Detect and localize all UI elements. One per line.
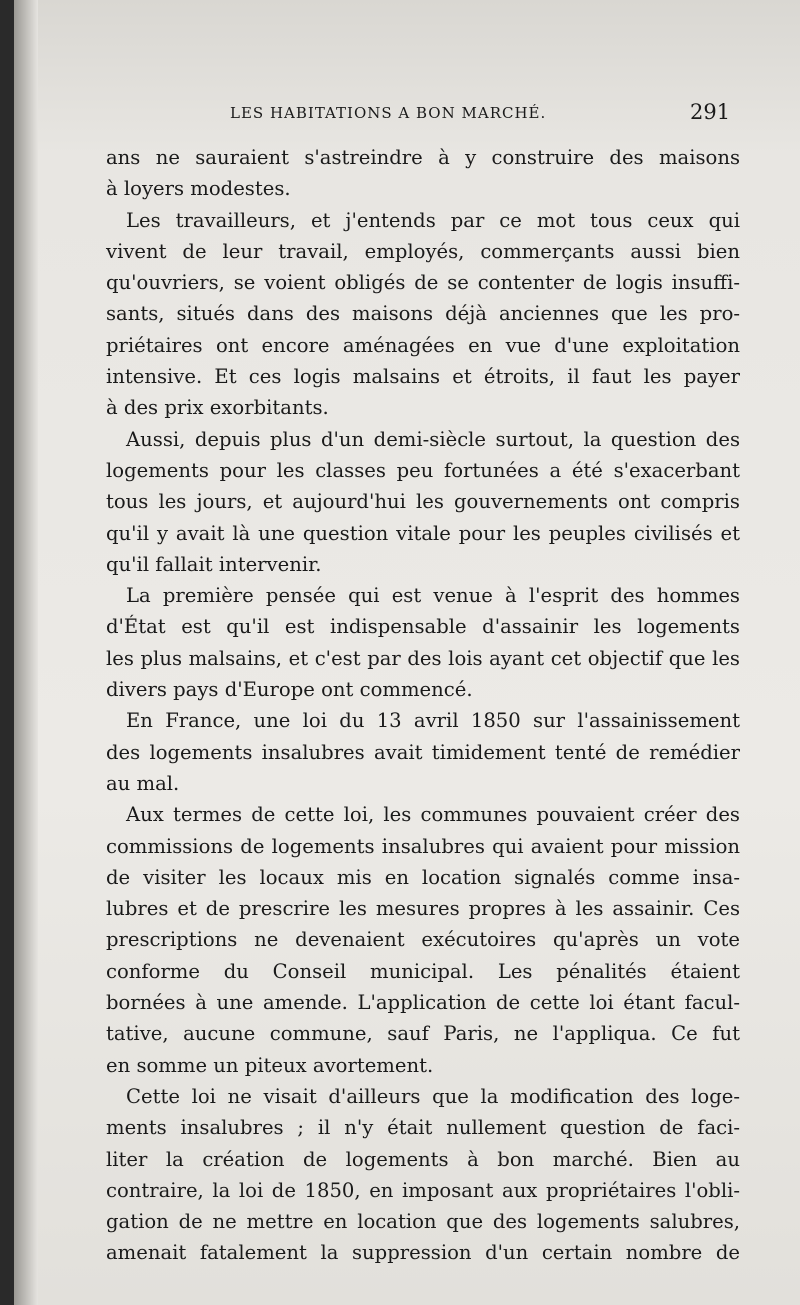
text-line: lubres et de prescrire les mesures propres à les assainir. Ces bbox=[106, 897, 740, 921]
text-line: à loyers modestes. bbox=[106, 177, 291, 201]
text-line: qu'il y avait là une question vitale pour les peuples civilisés et bbox=[106, 521, 740, 545]
text-line: vivent de leur travail, employés, commerçants aussi bien bbox=[106, 239, 740, 263]
text-line: au mal. bbox=[106, 771, 180, 795]
paragraph bbox=[106, 205, 740, 424]
text-line: qu'il fallait intervenir. bbox=[106, 552, 322, 576]
page-number: 291 bbox=[690, 100, 731, 124]
paragraph bbox=[106, 799, 740, 1081]
text-line: de visiter les locaux mis en location signalés comme insa- bbox=[106, 865, 740, 889]
scan-binding-edge bbox=[0, 0, 14, 1305]
text-line: Les travailleurs, et j'entends par ce mot tous ceux qui bbox=[126, 208, 740, 232]
text-line: des logements insalubres avait timidement tenté de remédier bbox=[106, 740, 740, 764]
text-line: bornées à une amende. L'application de cette loi étant facul- bbox=[106, 991, 740, 1015]
text-line: d'État est qu'il est indispensable d'assainir les logements bbox=[106, 615, 740, 639]
text-line: amenait fatalement la suppression d'un certain nombre de bbox=[106, 1241, 740, 1265]
text-line: liter la création de logements à bon marché. Bien au bbox=[106, 1147, 740, 1171]
text-line: prescriptions ne devenaient exécutoires qu'après un vote bbox=[106, 928, 740, 952]
paragraph bbox=[106, 142, 740, 205]
text-line: à des prix exorbitants. bbox=[106, 396, 329, 420]
text-line: les plus malsains, et c'est par des lois ayant cet objectif que les bbox=[106, 646, 740, 670]
text-line: conforme du Conseil municipal. Les pénalités étaient bbox=[106, 959, 740, 983]
text-line: tous les jours, et aujourd'hui les gouvernements ont compris bbox=[106, 490, 740, 514]
text-line: Cette loi ne visait d'ailleurs que la modification des loge- bbox=[126, 1084, 740, 1108]
text-line: ments insalubres ; il n'y était nullement question de faci- bbox=[106, 1116, 740, 1140]
text-line: Aux termes de cette loi, les communes pouvaient créer des bbox=[126, 803, 740, 827]
text-line: intensive. Et ces logis malsains et étroits, il faut les payer bbox=[106, 365, 740, 389]
text-line: contraire, la loi de 1850, en imposant aux propriétaires l'obli- bbox=[106, 1178, 740, 1202]
paragraph bbox=[106, 580, 740, 705]
body-text bbox=[106, 142, 740, 1269]
text-line: logements pour les classes peu fortunées a été s'exacerbant bbox=[106, 458, 740, 482]
text-line: en somme un piteux avortement. bbox=[106, 1053, 434, 1077]
text-line: divers pays d'Europe ont commencé. bbox=[106, 678, 473, 702]
running-header: LES HABITATIONS A BON MARCHÉ. bbox=[230, 104, 547, 122]
gutter-shadow bbox=[14, 0, 38, 1305]
text-line: commissions de logements insalubres qui avaient pour mission bbox=[106, 834, 740, 858]
text-line: priétaires ont encore aménagées en vue d'une exploitation bbox=[106, 333, 740, 357]
text-line: tative, aucune commune, sauf Paris, ne l'appliqua. Ce fut bbox=[106, 1022, 740, 1046]
text-line: sants, situés dans des maisons déjà anciennes que les pro- bbox=[106, 302, 740, 326]
paragraph bbox=[106, 424, 740, 580]
paragraph bbox=[106, 1081, 740, 1269]
text-line: ans ne sauraient s'astreindre à y construire des maisons bbox=[106, 146, 740, 169]
text-line: Aussi, depuis plus d'un demi-siècle surtout, la question des bbox=[126, 427, 740, 451]
text-line: En France, une loi du 13 avril 1850 sur l'assainissement bbox=[126, 709, 740, 733]
text-line: qu'ouvriers, se voient obligés de se contenter de logis insuffi- bbox=[106, 271, 740, 295]
paragraph bbox=[106, 705, 740, 799]
text-line: gation de ne mettre en location que des logements salubres, bbox=[106, 1210, 740, 1234]
text-line: La première pensée qui est venue à l'esprit des hommes bbox=[126, 584, 740, 608]
